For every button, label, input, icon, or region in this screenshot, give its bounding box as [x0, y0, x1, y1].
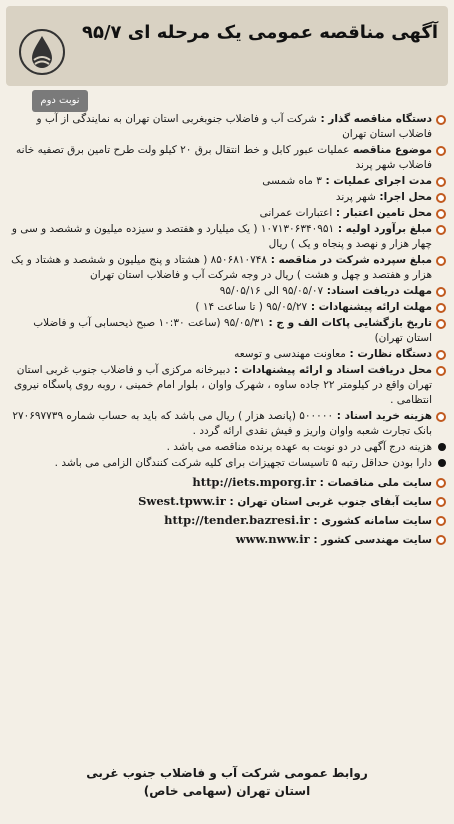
website-link-row — [8, 513, 446, 529]
round-badge: نوبت دوم — [32, 90, 88, 112]
bullet-icon — [436, 516, 446, 526]
header-bar — [6, 6, 448, 86]
bullet-icon — [436, 193, 446, 203]
bullet-icon — [436, 256, 446, 266]
detail-value: اعتبارات عمرانی — [259, 207, 333, 219]
detail-label: محل دریافت اسناد و ارائه پیشنهادات : — [230, 364, 432, 376]
detail-item — [8, 284, 446, 299]
detail-item — [8, 143, 446, 173]
detail-item — [8, 190, 446, 205]
detail-label: دستگاه مناقصه گذار : — [316, 113, 432, 125]
website-label: سایت سامانه کشوری : — [309, 515, 432, 527]
bullet-icon — [438, 459, 446, 467]
website-url-link[interactable]: http://iets.mporg.ir — [192, 475, 316, 489]
bullet-icon — [436, 303, 446, 313]
detail-value: دارا بودن حداقل رتبه ۵ تاسیسات تجهیزات برای کلیه شرکت کنندگان الزامی می باشد . — [54, 457, 432, 469]
website-url-link[interactable]: http://tender.bazresi.ir — [164, 513, 310, 527]
tender-details — [8, 112, 446, 551]
detail-item — [8, 363, 446, 408]
footer-signature — [8, 764, 446, 800]
detail-value: ۵۰۰۰۰۰ (پانصد هزار ) ریال می باشد که باید به حساب شماره ۲۷۰۶۹۷۷۳۹ بانک تجارت شعبه واوان واریز و فیش نقدی ارائه گردد . — [12, 410, 432, 437]
detail-item — [8, 316, 446, 346]
detail-item — [8, 440, 446, 455]
detail-label: موضوع مناقصه — [349, 144, 432, 156]
detail-value: عملیات عبور کابل و خط انتقال برق ۲۰ کیلو ولت طرح تامین برق تصفیه خانه فاضلاب شهر پرند — [16, 144, 432, 171]
website-links — [8, 475, 446, 548]
detail-value: ۱۰۷۱۳۰۶۳۴۰۹۵۱ ( یک میلیارد و هفتصد و سیزده میلیون و ششصد و سی و چهار هزار و نهصد و پنجاه و یک ) ریال — [11, 223, 432, 250]
detail-value: ۳ ماه شمسی — [262, 175, 322, 187]
detail-value: ۹۵/۰۵/۰۷ الی ۹۵/۰۵/۱۶ — [219, 285, 324, 297]
water-drop-logo-icon — [18, 28, 66, 76]
detail-label: محل اجرا: — [375, 191, 432, 203]
website-link-row — [8, 532, 446, 548]
footer-line-2: استان تهران (سهامی خاص) — [143, 784, 311, 798]
detail-label: محل تامین اعتبار : — [332, 207, 432, 219]
detail-label: هزینه خرید اسناد : — [333, 410, 432, 422]
bullet-icon — [436, 366, 446, 376]
footer-line-1: روابط عمومی شرکت آب و فاضلاب جنوب غربی — [86, 766, 368, 780]
website-label: سایت مهندسی کشور : — [309, 534, 432, 546]
bullet-icon — [436, 115, 446, 125]
detail-item — [8, 174, 446, 189]
detail-value: ۹۵/۰۵/۲۷ ( تا ساعت ۱۴ ) — [195, 301, 308, 313]
page-title: آگهی مناقصه عمومی یک مرحله ای ۹۵/۷ — [81, 22, 438, 43]
detail-value: ۹۵/۰۵/۳۱ (ساعت ۱۰:۳۰ صبح ذیحسابی آب و فاضلاب استان تهران) — [33, 317, 432, 344]
detail-item — [8, 456, 446, 471]
detail-value: هزینه درج آگهی در دو نوبت به عهده برنده مناقصه می باشد . — [166, 441, 432, 453]
website-url-link[interactable]: www.nww.ir — [235, 532, 310, 546]
detail-label: مبلغ برآورد اولیه : — [334, 223, 432, 235]
detail-item — [8, 347, 446, 362]
website-label: سایت ملی مناقصات : — [315, 477, 432, 489]
website-link-row — [8, 494, 446, 510]
detail-value: شهر پرند — [335, 191, 376, 203]
detail-value: دبیرخانه مرکزی آب و فاضلاب جنوب غربی استان تهران واقع در کیلومتر ۲۲ جاده ساوه ، شهرک واوان ، بلوار امام خمینی ، روبه روی پاسگاه نیروی انتظامی . — [13, 364, 432, 406]
detail-value: معاونت مهندسی و توسعه — [234, 348, 346, 360]
bullet-icon — [436, 478, 446, 488]
detail-label: دستگاه نظارت : — [345, 348, 432, 360]
detail-item — [8, 409, 446, 439]
detail-item — [8, 222, 446, 252]
bullet-icon — [436, 535, 446, 545]
bullet-icon — [436, 319, 446, 329]
detail-item — [8, 300, 446, 315]
bullet-icon — [436, 177, 446, 187]
detail-label: مهلت دریافت اسناد: — [323, 285, 432, 297]
bullet-icon — [436, 209, 446, 219]
website-label: سایت آبفای جنوب غربی استان تهران : — [225, 496, 432, 508]
website-link-row — [8, 475, 446, 491]
detail-item — [8, 253, 446, 283]
detail-label: مهلت ارائه پیشنهادات : — [307, 301, 432, 313]
bullet-icon — [436, 287, 446, 297]
detail-item — [8, 112, 446, 142]
bullet-icon — [436, 225, 446, 235]
bullet-icon — [436, 146, 446, 156]
detail-label: مبلغ سپرده شرکت در مناقصه : — [267, 254, 432, 266]
bullet-icon — [436, 412, 446, 422]
detail-value: شرکت آب و فاضلاب جنوبغربی استان تهران به نمایندگی از آب و فاضلاب استان تهران — [36, 113, 432, 140]
detail-value: ۸۵۰۶۸۱۰۷۴۸ ( هشتاد و پنج میلیون و ششصد و هشتاد و یک هزار و هفتصد و چهل و هشت ) ریال در وجه شرکت آب و فاضلاب استان تهران — [11, 254, 432, 281]
bullet-icon — [436, 350, 446, 360]
detail-item — [8, 206, 446, 221]
bullet-icon — [438, 443, 446, 451]
website-url-link[interactable]: Swest.tpww.ir — [138, 494, 226, 508]
detail-label: مدت اجرای عملیات : — [321, 175, 432, 187]
bullet-icon — [436, 497, 446, 507]
detail-label: تاریخ بازگشایی پاکات الف و ج : — [264, 317, 432, 329]
